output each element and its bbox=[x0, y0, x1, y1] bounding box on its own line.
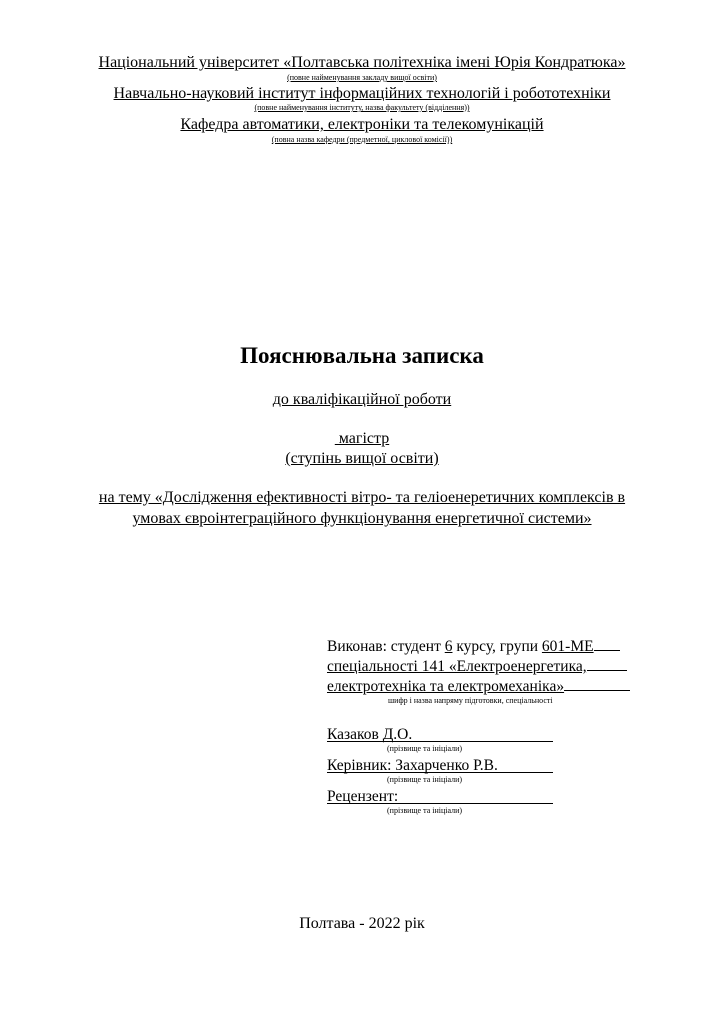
supervisor-label: Керівник: Захарченко Р.В. bbox=[327, 757, 498, 774]
author-line bbox=[327, 636, 667, 656]
author-name: Казаков Д.О. bbox=[327, 726, 413, 743]
specialty-caption: шифр і назва напряму підготовки, спеціальності bbox=[388, 696, 553, 705]
university-caption: (повне найменування закладу вищої освіти) bbox=[287, 73, 437, 82]
specialty-line-2: електротехніка та електромеханіка» bbox=[327, 678, 565, 695]
reviewer-label: Рецензент: bbox=[327, 788, 399, 805]
author-course: 6 bbox=[444, 638, 453, 655]
topic-line-2: умовах євроінтеграційного функціонування енергетичної системи» bbox=[132, 510, 592, 527]
group-underline bbox=[594, 636, 620, 651]
institute-name: Навчально-науковий інститут інформаційних технологій і робототехніки bbox=[113, 85, 611, 102]
author-prefix: Виконав: студент bbox=[327, 638, 445, 655]
city-year: Полтава - 2022 рік bbox=[299, 915, 425, 932]
author-group: 601-МЕ bbox=[541, 638, 594, 655]
document-subtitle: до кваліфікаційної роботи bbox=[272, 391, 452, 408]
supervisor-underline bbox=[327, 758, 553, 773]
degree-caption: (ступінь вищої освіти) bbox=[285, 450, 439, 467]
department-caption: (повна назва кафедри (предметної, циклової комісії)) bbox=[271, 135, 453, 144]
author-name-caption: (прізвище та ініціали) bbox=[387, 744, 463, 753]
topic-line-1: на тему «Дослідження ефективності вітро- та геліоенеретичних комплексів в bbox=[98, 489, 626, 506]
specialty-line-1-row bbox=[327, 656, 667, 676]
university-name: Національний університет «Полтавська політехніка імені Юрія Кондратюка» bbox=[98, 54, 626, 71]
reviewer-caption: (прізвище та ініціали) bbox=[387, 806, 463, 815]
specialty-line-1: спеціальності 141 «Електроенергетика, bbox=[327, 658, 587, 675]
document-title: Пояснювальна записка bbox=[240, 343, 484, 368]
department-name: Кафедра автоматики, електроніки та телекомунікацій bbox=[180, 116, 544, 133]
reviewer-underline bbox=[327, 789, 553, 804]
specialty-line-2-row bbox=[327, 676, 667, 696]
author-name-underline bbox=[327, 727, 553, 742]
specialty-underline-1 bbox=[587, 656, 627, 671]
degree-value: магістр bbox=[334, 430, 390, 447]
supervisor-caption: (прізвище та ініціали) bbox=[387, 775, 463, 784]
author-course-suffix: курсу, групи bbox=[452, 638, 542, 655]
specialty-underline-2 bbox=[564, 676, 630, 691]
institute-caption: (повне найменування інституту, назва факультету (відділення)) bbox=[254, 103, 470, 112]
